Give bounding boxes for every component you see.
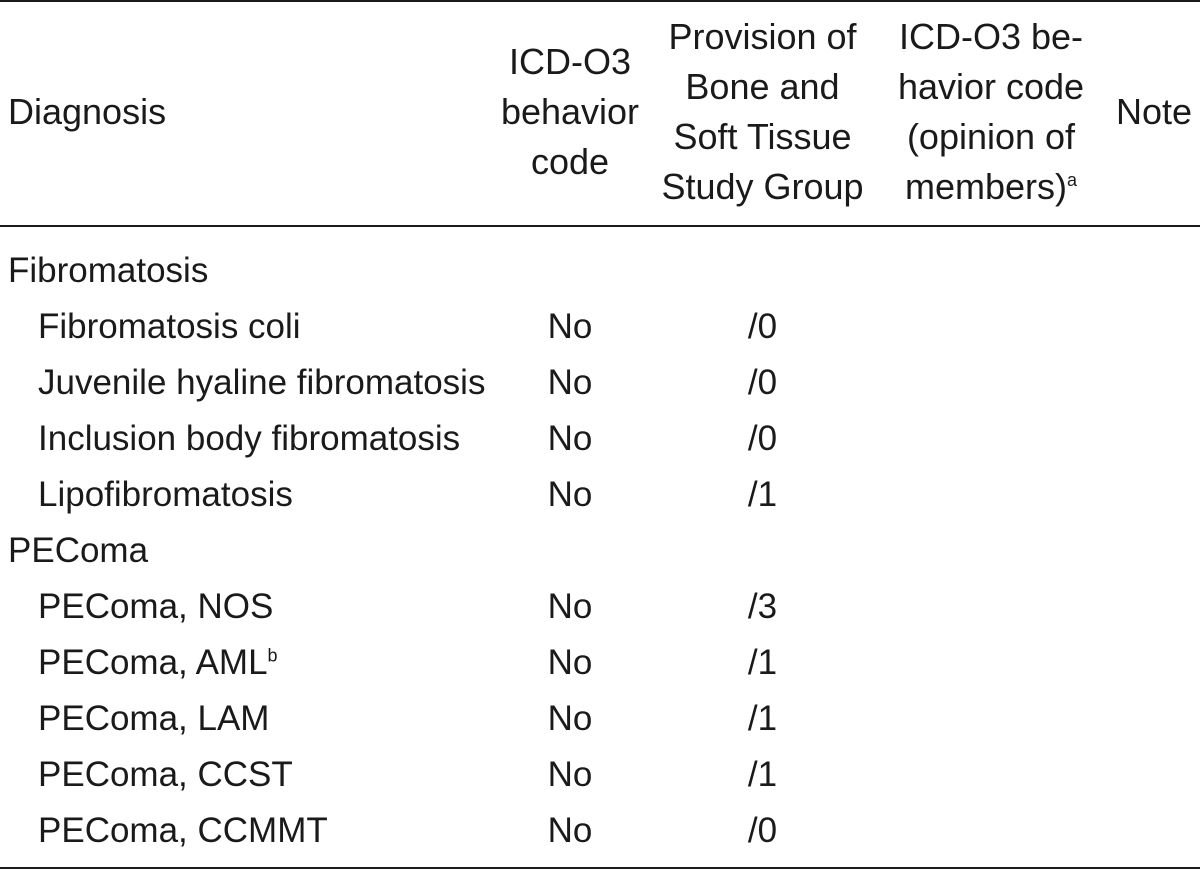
cell-provision: /0	[747, 811, 778, 850]
cell-diagnosis-text: PEComa, CCST	[38, 755, 293, 794]
table-row	[0, 355, 1200, 411]
cell-diagnosis	[38, 355, 485, 411]
cell-diagnosis-text: Fibromatosis	[8, 251, 209, 290]
table-row	[0, 747, 1200, 803]
cell-diagnosis	[38, 467, 293, 523]
header-opinion-line: havior code	[897, 66, 1085, 107]
cell-diagnosis-text: Inclusion body fibromatosis	[38, 419, 461, 458]
cell-diagnosis-text: PEComa	[8, 531, 149, 570]
cell-diagnosis	[38, 579, 273, 635]
table-row	[0, 635, 1200, 691]
cell-diagnosis	[38, 803, 328, 859]
cell-diagnosis	[8, 523, 148, 579]
cell-provision: /0	[747, 419, 778, 458]
header-note	[1108, 12, 1200, 212]
table-group-row	[0, 243, 1200, 299]
cell-diagnosis-text: PEComa, AML	[38, 643, 268, 682]
cell-provision: /1	[747, 475, 778, 514]
cell-diagnosis-text: Juvenile hyaline fibromatosis	[38, 363, 486, 402]
cell-diagnosis	[38, 299, 301, 355]
cell-diagnosis-text: PEComa, NOS	[38, 587, 274, 626]
header-opinion-line: members)	[904, 166, 1067, 207]
table-row	[0, 579, 1200, 635]
cell-diagnosis-text: Lipofibromatosis	[38, 475, 293, 514]
cell-provision: /1	[747, 755, 778, 794]
footnote-marker-a: a	[1067, 170, 1078, 190]
cell-icd-behavior-code: No	[547, 363, 593, 402]
header-provision-line: Bone and	[685, 66, 840, 107]
header-provision-line: Provision of	[668, 16, 857, 57]
cell-provision: /1	[747, 643, 778, 682]
cell-diagnosis	[38, 691, 269, 747]
cell-icd-behavior-code: No	[547, 475, 593, 514]
cell-diagnosis	[38, 747, 293, 803]
header-icd-behavior-code	[490, 12, 650, 212]
cell-provision: /0	[747, 307, 778, 346]
header-note-label: Note	[1115, 91, 1193, 132]
cell-diagnosis	[38, 411, 460, 467]
cell-icd-behavior-code: No	[547, 643, 593, 682]
header-provision	[650, 12, 875, 212]
table-row	[0, 467, 1200, 523]
header-opinion	[880, 12, 1102, 212]
cell-provision: /3	[747, 587, 778, 626]
table-body	[0, 243, 1200, 859]
header-icd-line: behavior	[500, 91, 640, 132]
table-row	[0, 803, 1200, 859]
header-diagnosis-label: Diagnosis	[8, 91, 167, 132]
footnote-marker: b	[267, 645, 278, 666]
cell-icd-behavior-code: No	[547, 699, 593, 738]
table-row	[0, 411, 1200, 467]
cell-diagnosis-text: Fibromatosis coli	[38, 307, 301, 346]
cell-icd-behavior-code: No	[547, 811, 593, 850]
header-icd-line: ICD-O3	[508, 41, 631, 82]
header-diagnosis	[8, 12, 488, 212]
header-opinion-line: ICD-O3 be-	[898, 16, 1084, 57]
header-provision-line: Study Group	[661, 166, 864, 207]
cell-provision: /0	[747, 363, 778, 402]
cell-diagnosis	[38, 635, 278, 691]
cell-diagnosis-text: PEComa, CCMMT	[38, 811, 328, 850]
header-provision-line: Soft Tissue	[673, 116, 852, 157]
table-row	[0, 691, 1200, 747]
table-bottom-rule	[0, 867, 1200, 869]
cell-diagnosis-text: PEComa, LAM	[38, 699, 270, 738]
table-row	[0, 299, 1200, 355]
header-opinion-line: (opinion of	[906, 116, 1076, 157]
table-group-row	[0, 523, 1200, 579]
header-separator-rule	[0, 225, 1200, 227]
header-opinion-line-last	[898, 162, 1084, 212]
cell-provision: /1	[747, 699, 778, 738]
header-icd-line: code	[530, 141, 610, 182]
table-top-rule	[0, 0, 1200, 2]
cell-icd-behavior-code: No	[547, 419, 593, 458]
cell-icd-behavior-code: No	[547, 587, 593, 626]
cell-icd-behavior-code: No	[547, 755, 593, 794]
cell-diagnosis	[8, 243, 208, 299]
cell-icd-behavior-code: No	[547, 307, 593, 346]
